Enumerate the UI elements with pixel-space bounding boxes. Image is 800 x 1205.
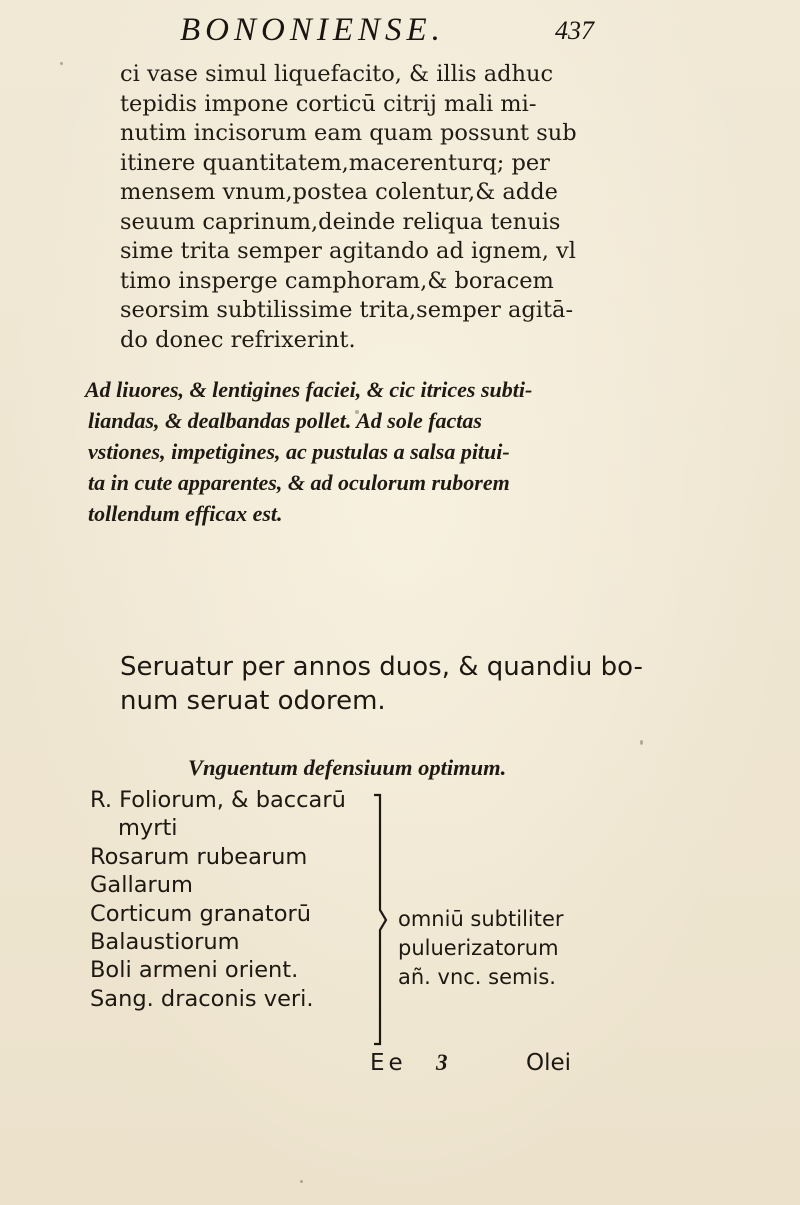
ingredient-list — [90, 786, 390, 1013]
brace-note-line: omniū subtiliter — [398, 907, 564, 931]
keeping-line: Seruatur per annos duos, & quandiu bo- — [120, 652, 643, 682]
running-head: BONONIENSE. — [180, 12, 445, 48]
brace-note — [398, 905, 658, 992]
paper-speck — [300, 1180, 303, 1183]
signature-number: 3 — [436, 1050, 448, 1075]
brace-note-line: puluerizatorum — [398, 936, 559, 960]
body-line: itinere quantitatem,macerenturq; per — [120, 149, 550, 176]
ingredient-line: Corticum granatorū — [90, 900, 311, 927]
ingredient-line: Rosarum rubearum — [90, 843, 308, 870]
paper-speck — [60, 62, 63, 65]
body-line: seorsim subtilissime trita,semper agitā- — [120, 297, 574, 323]
ingredient-line: Sang. draconis veri. — [90, 985, 314, 1012]
brace-note-line: añ. vnc. semis. — [398, 965, 556, 989]
ingredient-line: Boli armeni orient. — [90, 957, 299, 984]
body-line: timo insperge camphoram,& boracem — [120, 267, 554, 294]
body-line: nutim incisorum eam quam possunt sub — [120, 120, 577, 146]
body-line: mensem vnum,postea colentur,& adde — [120, 179, 558, 205]
catchword: Olei — [526, 1050, 572, 1076]
signature-mark: Ee — [370, 1050, 407, 1076]
ingredient-line: R. Foliorum, & baccarū — [90, 787, 346, 813]
ingredient-line: myrti — [118, 815, 178, 842]
body-line: seuum caprinum,deinde reliqua tenuis — [120, 208, 561, 235]
paper-speck — [355, 410, 359, 414]
body-line: sime trita semper agitando ad ignem, vl — [120, 238, 576, 264]
italic-rubric — [85, 374, 648, 529]
keeping-note — [120, 650, 660, 718]
rubric-line: tollendum efficax est. — [88, 501, 283, 526]
rubric-line: vstiones, impetigines, ac pustulas a salsa pitui- — [88, 439, 510, 464]
keeping-line: num seruat odorem. — [120, 686, 386, 716]
ingredient-line: Gallarum — [90, 872, 193, 899]
curly-brace-icon — [372, 792, 390, 1047]
ingredient-line: Balaustiorum — [90, 929, 240, 956]
page-number: 437 — [555, 16, 594, 45]
body-line: do donec refrixerint. — [120, 326, 356, 353]
body-line: tepidis impone corticū citrij mali mi- — [120, 90, 537, 117]
rubric-line: liandas, & dealbandas pollet. Ad sole factas — [88, 408, 482, 433]
rubric-line: Ad liuores, & lentigines faciei, & cic itrices subti- — [85, 377, 533, 402]
paper-speck — [640, 740, 643, 745]
body-paragraph — [120, 60, 640, 355]
rubric-line: ta in cute apparentes, & ad oculorum ruborem — [88, 470, 510, 495]
body-line: ci vase simul liquefacito, & illis adhuc — [120, 61, 554, 87]
recipe-title: Vnguentum defensiuum optimum. — [188, 755, 507, 780]
